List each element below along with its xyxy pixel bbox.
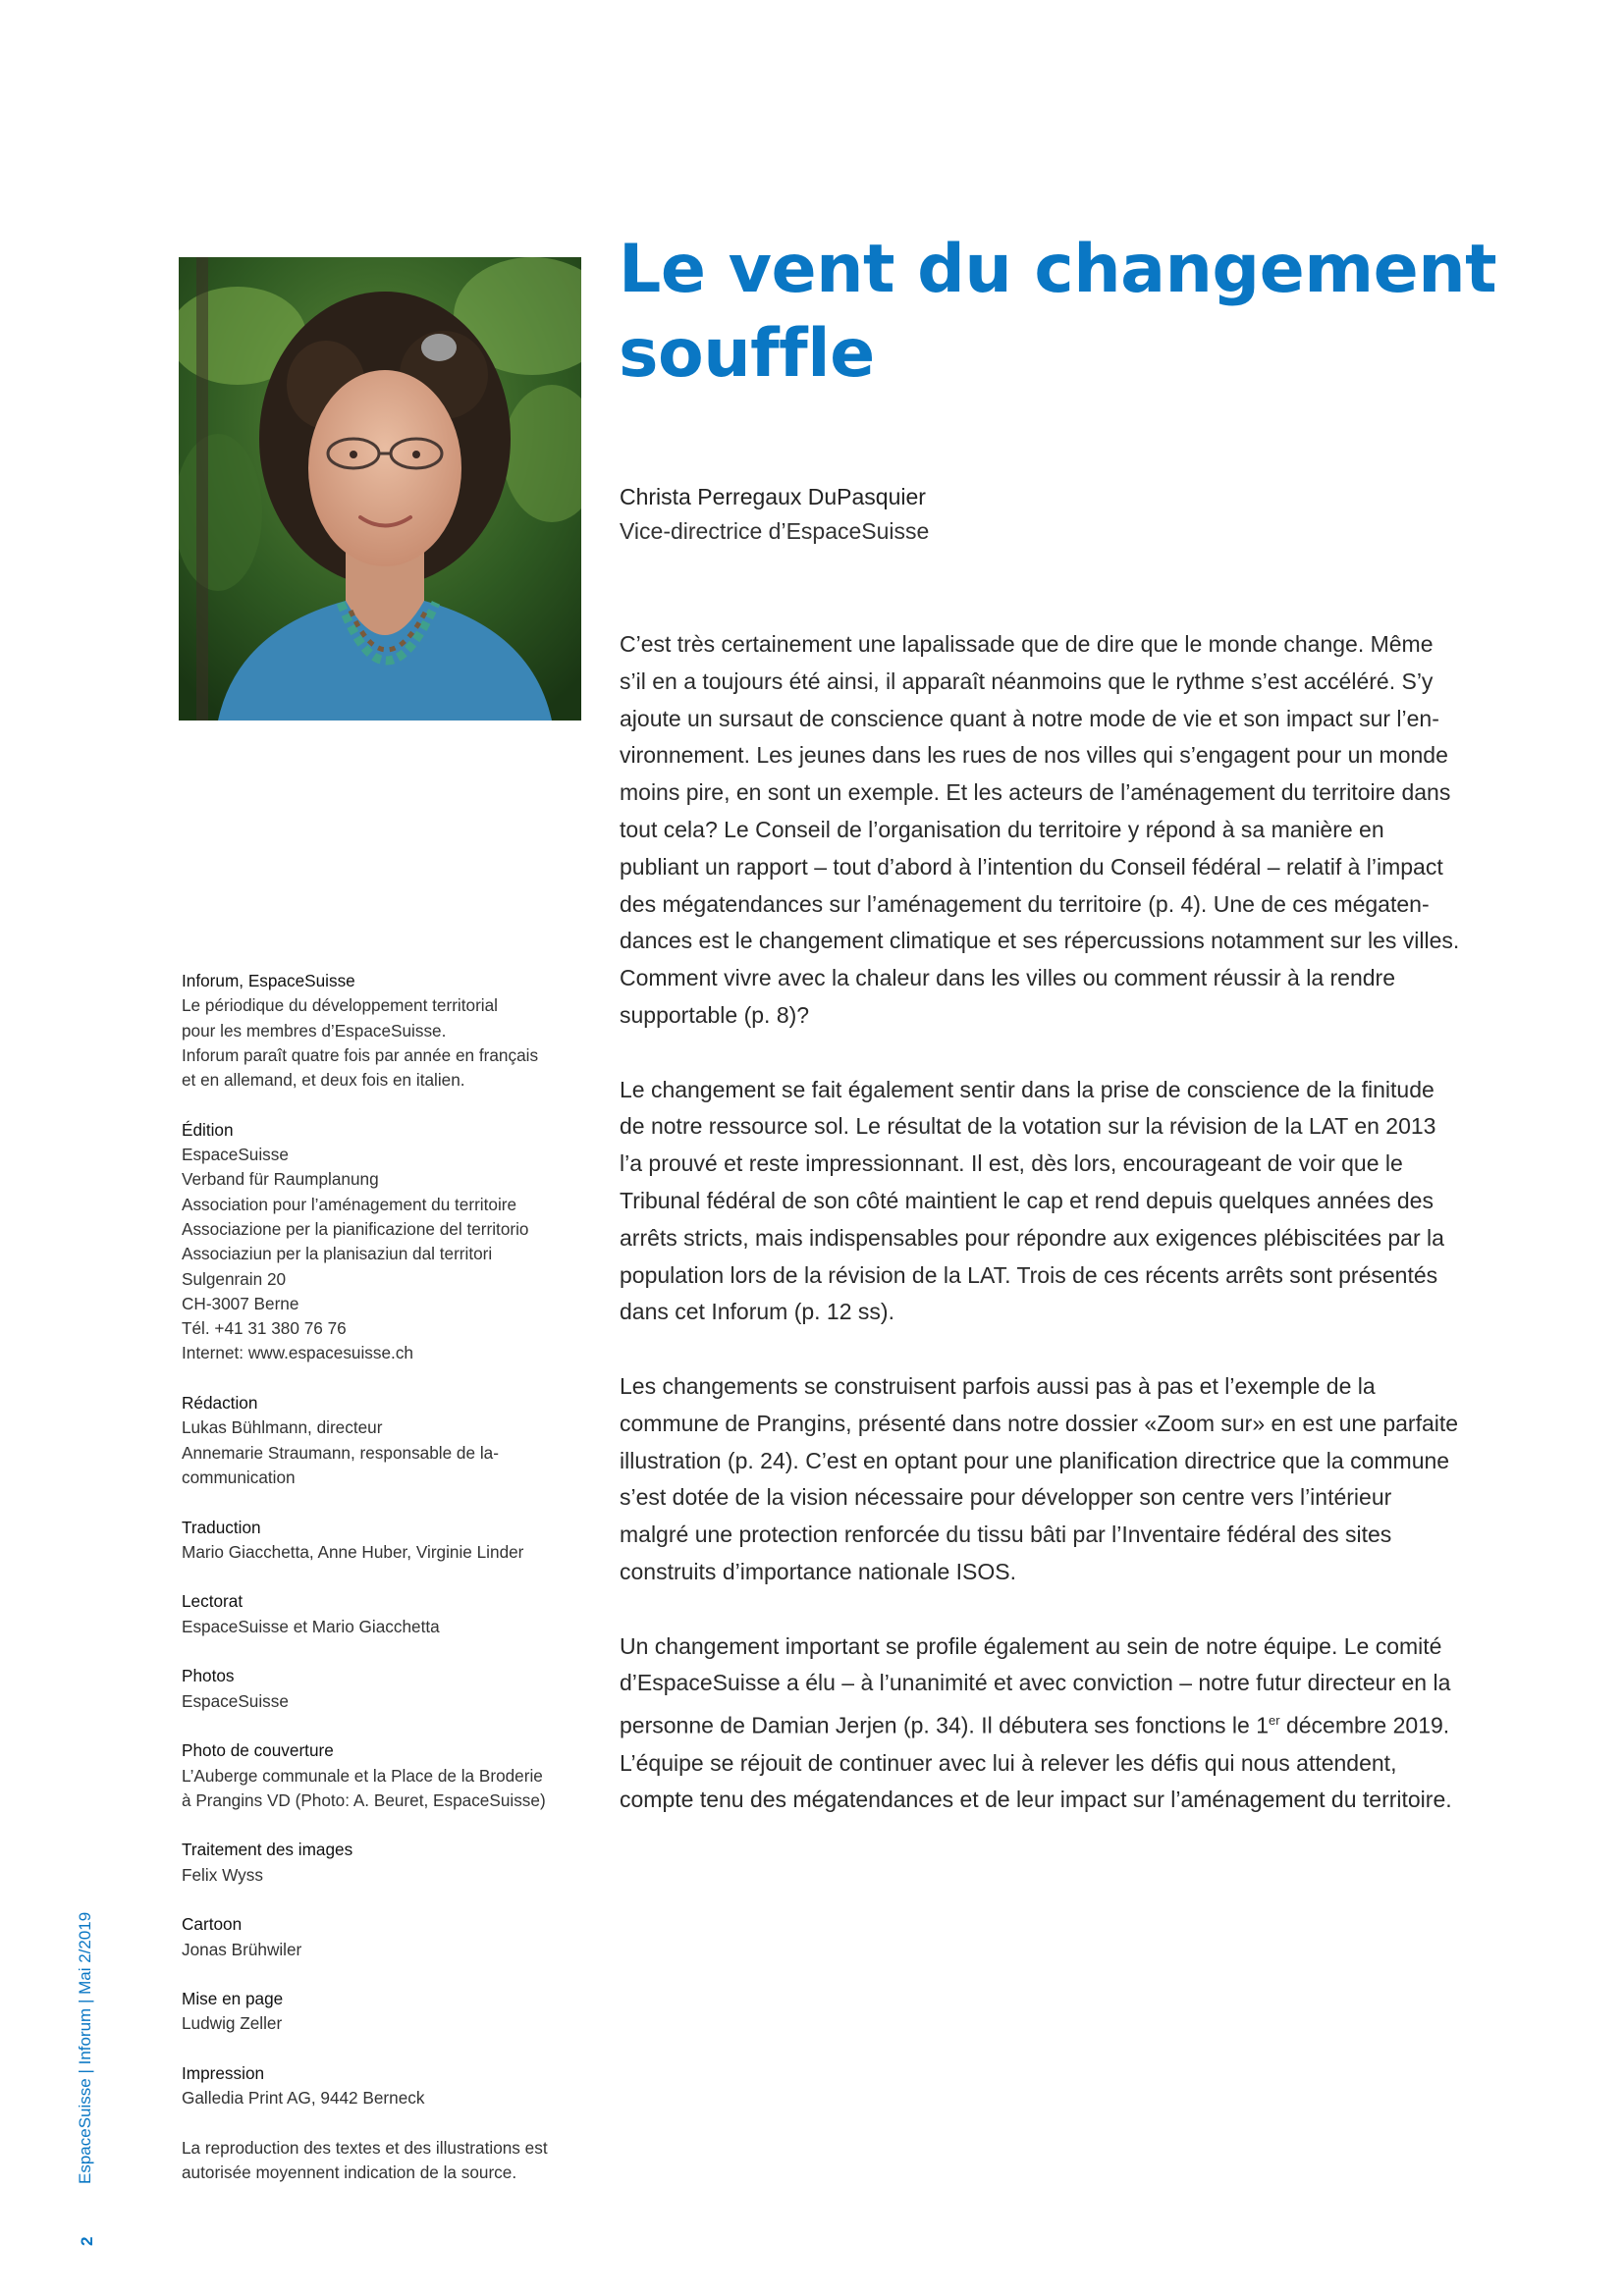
paragraph-4: [620, 1629, 1464, 1820]
imprint-line: pour les membres d’EspaceSuisse.: [182, 1020, 447, 1041]
imprint-line: Verband für Raumplanung: [182, 1169, 379, 1190]
article-body: [620, 626, 1464, 1856]
imprint-line: autorisée moyennent indication de la source.: [182, 2163, 517, 2183]
imprint-line: CH-3007 Berne: [182, 1293, 299, 1313]
paragraph-1: C’est très certainement une lapalissade que de dire que le monde change. Même s’il en a toujours été ainsi, il apparaît néanmoins que le rythme s’est accéléré. S’y ajoute un sursaut de conscience quant à notre mode de vie et son impact sur l’environnement. Les jeunes dans les rues de nos villes qui s’engagent pour un monde moins pire, en sont un exemple. Et les acteurs de l’aménagement du territoire dans tout cela? Le Conseil de l’organisation du territoire y répond à sa manière en publiant un rapport – tout d’abord à l’intention du Conseil fédéral – relatif à l’impact des mégatendances sur l’aménagement du territoire (p. 4). Une de ces mégatendances est le changement climatique et ses répercussions notamment sur les villes. Comment vivre avec la chaleur dans les villes ou comment réussir à la rendre supportable (p. 8)?: [620, 631, 1460, 1028]
imprint-couverture: [182, 1738, 574, 1813]
imprint-heading: Photos: [182, 1666, 235, 1686]
imprint-line: La reproduction des textes et des illustrations est: [182, 2137, 548, 2158]
imprint-line: EspaceSuisse: [182, 1145, 289, 1165]
imprint-redaction: [182, 1391, 574, 1490]
imprint-heading: Inforum, EspaceSuisse: [182, 971, 355, 990]
imprint-inforum: [182, 969, 574, 1093]
imprint-cartoon: [182, 1912, 574, 1962]
imprint-miseenpage: [182, 1987, 574, 2037]
imprint-line: Galledia Print AG, 9442 Berneck: [182, 2088, 425, 2109]
author-name: Christa Perregaux DuPasquier: [620, 484, 926, 509]
imprint-line: et en allemand, et deux fois en italien.: [182, 1070, 465, 1091]
imprint: [182, 969, 574, 2211]
imprint-images: [182, 1838, 574, 1888]
page-number: 2: [78, 2236, 96, 2246]
imprint-heading: Mise en page: [182, 1989, 284, 2009]
imprint-line: Inforum paraît quatre fois par année en français: [182, 1044, 539, 1065]
imprint-website: Internet: www.espacesuisse.ch: [182, 1343, 413, 1363]
imprint-line: EspaceSuisse et Mario Giacchetta: [182, 1616, 440, 1636]
imprint-line: Mario Giacchetta, Anne Huber, Virginie Linder: [182, 1541, 524, 1562]
imprint-heading: Impression: [182, 2063, 265, 2084]
paragraph-4-part-b: décembre 2019. L’équipe se réjouit de continuer avec lui à relever les défis qui nous attendent, compte tenu des mégatendances et de leur impact sur l’aménagement du territoire.: [620, 1712, 1452, 1813]
imprint-line: Jonas Brühwiler: [182, 1939, 302, 1959]
article-title: [619, 228, 1561, 397]
imprint-lectorat: [182, 1589, 574, 1639]
imprint-line: communication: [182, 1467, 296, 1487]
imprint-photos: [182, 1664, 574, 1714]
paragraph-3: Les changements se construisent parfois aussi pas à pas et l’exemple de la commune de Prangins, présenté dans notre dossier «Zoom sur» en est une parfaite illustration (p. 24). C’est en optant pour une planification directrice que la commune s’est dotée de la vision nécessaire pour développer son centre vers l’intérieur malgré une protection renforcée du tissu bâti par l’Inventaire fédéral des sites construits d’importance nationale ISOS.: [620, 1372, 1459, 1584]
author-portrait: [179, 257, 581, 721]
imprint-line: Annemarie Straumann, responsable de la-: [182, 1442, 499, 1463]
author-role: Vice-directrice d’EspaceSuisse: [620, 518, 930, 544]
imprint-heading: Traitement des images: [182, 1840, 353, 1860]
imprint-line: EspaceSuisse: [182, 1690, 289, 1711]
imprint-heading: Rédaction: [182, 1393, 258, 1414]
imprint-note: [182, 2136, 574, 2186]
ordinal-suffix: er: [1269, 1713, 1280, 1729]
imprint-line: Tél. +41 31 380 76 76: [182, 1318, 347, 1339]
imprint-line: Ludwig Zeller: [182, 2013, 283, 2034]
imprint-line: Associazione per la pianificazione del territorio: [182, 1218, 529, 1239]
imprint-edition: [182, 1118, 574, 1366]
imprint-line: Felix Wyss: [182, 1864, 263, 1885]
imprint-traduction: [182, 1516, 574, 1566]
imprint-line: Association pour l’aménagement du territoire: [182, 1194, 517, 1214]
imprint-line: Le périodique du développement territorial: [182, 995, 498, 1016]
title-line-1: Le vent du changement: [619, 231, 1497, 308]
imprint-heading: Édition: [182, 1119, 234, 1140]
imprint-impression: [182, 2061, 574, 2111]
imprint-line: à Prangins VD (Photo: A. Beuret, EspaceSuisse): [182, 1789, 546, 1810]
paragraph-2: Le changement se fait également sentir dans la prise de conscience de la finitude de notre ressource sol. Le résultat de la votation sur la révision de la LAT en 2013 l’a prouvé et reste impressionnant. Il est, dès lors, encourageant de voir que le Tribunal fédéral de son côté maintient le cap et rend depuis quelques années des arrêts stricts, mais indispensables pour répondre aux exigences plébiscitées par la population lors de la révision de la LAT. Trois de ces récents arrêts sont présentés dans cet Inforum (p. 12 ss).: [620, 1076, 1444, 1325]
imprint-heading: Traduction: [182, 1517, 261, 1537]
imprint-heading: Photo de couverture: [182, 1740, 334, 1761]
running-head: EspaceSuisse | Inforum | Mai 2/2019: [76, 1911, 94, 2184]
imprint-heading: Cartoon: [182, 1914, 243, 1935]
portrait-image: [179, 257, 581, 721]
paragraph-4-part-a: Un changement important se profile également au sein de notre équipe. Le comité d’EspaceSuisse a élu – à l’unanimité et avec conviction – notre futur directeur en la personne de Damian Jerjen (p. 34). Il débutera ses fonctions le 1: [620, 1632, 1451, 1738]
author-block: [620, 480, 929, 549]
imprint-heading: Lectorat: [182, 1591, 244, 1612]
imprint-line: Lukas Bühlmann, directeur: [182, 1417, 383, 1438]
imprint-line: L’Auberge communale et la Place de la Broderie: [182, 1765, 543, 1786]
title-line-2: souffle: [619, 315, 875, 393]
imprint-line: Sulgenrain 20: [182, 1268, 287, 1289]
imprint-line: Associaziun per la planisaziun dal territori: [182, 1244, 493, 1264]
